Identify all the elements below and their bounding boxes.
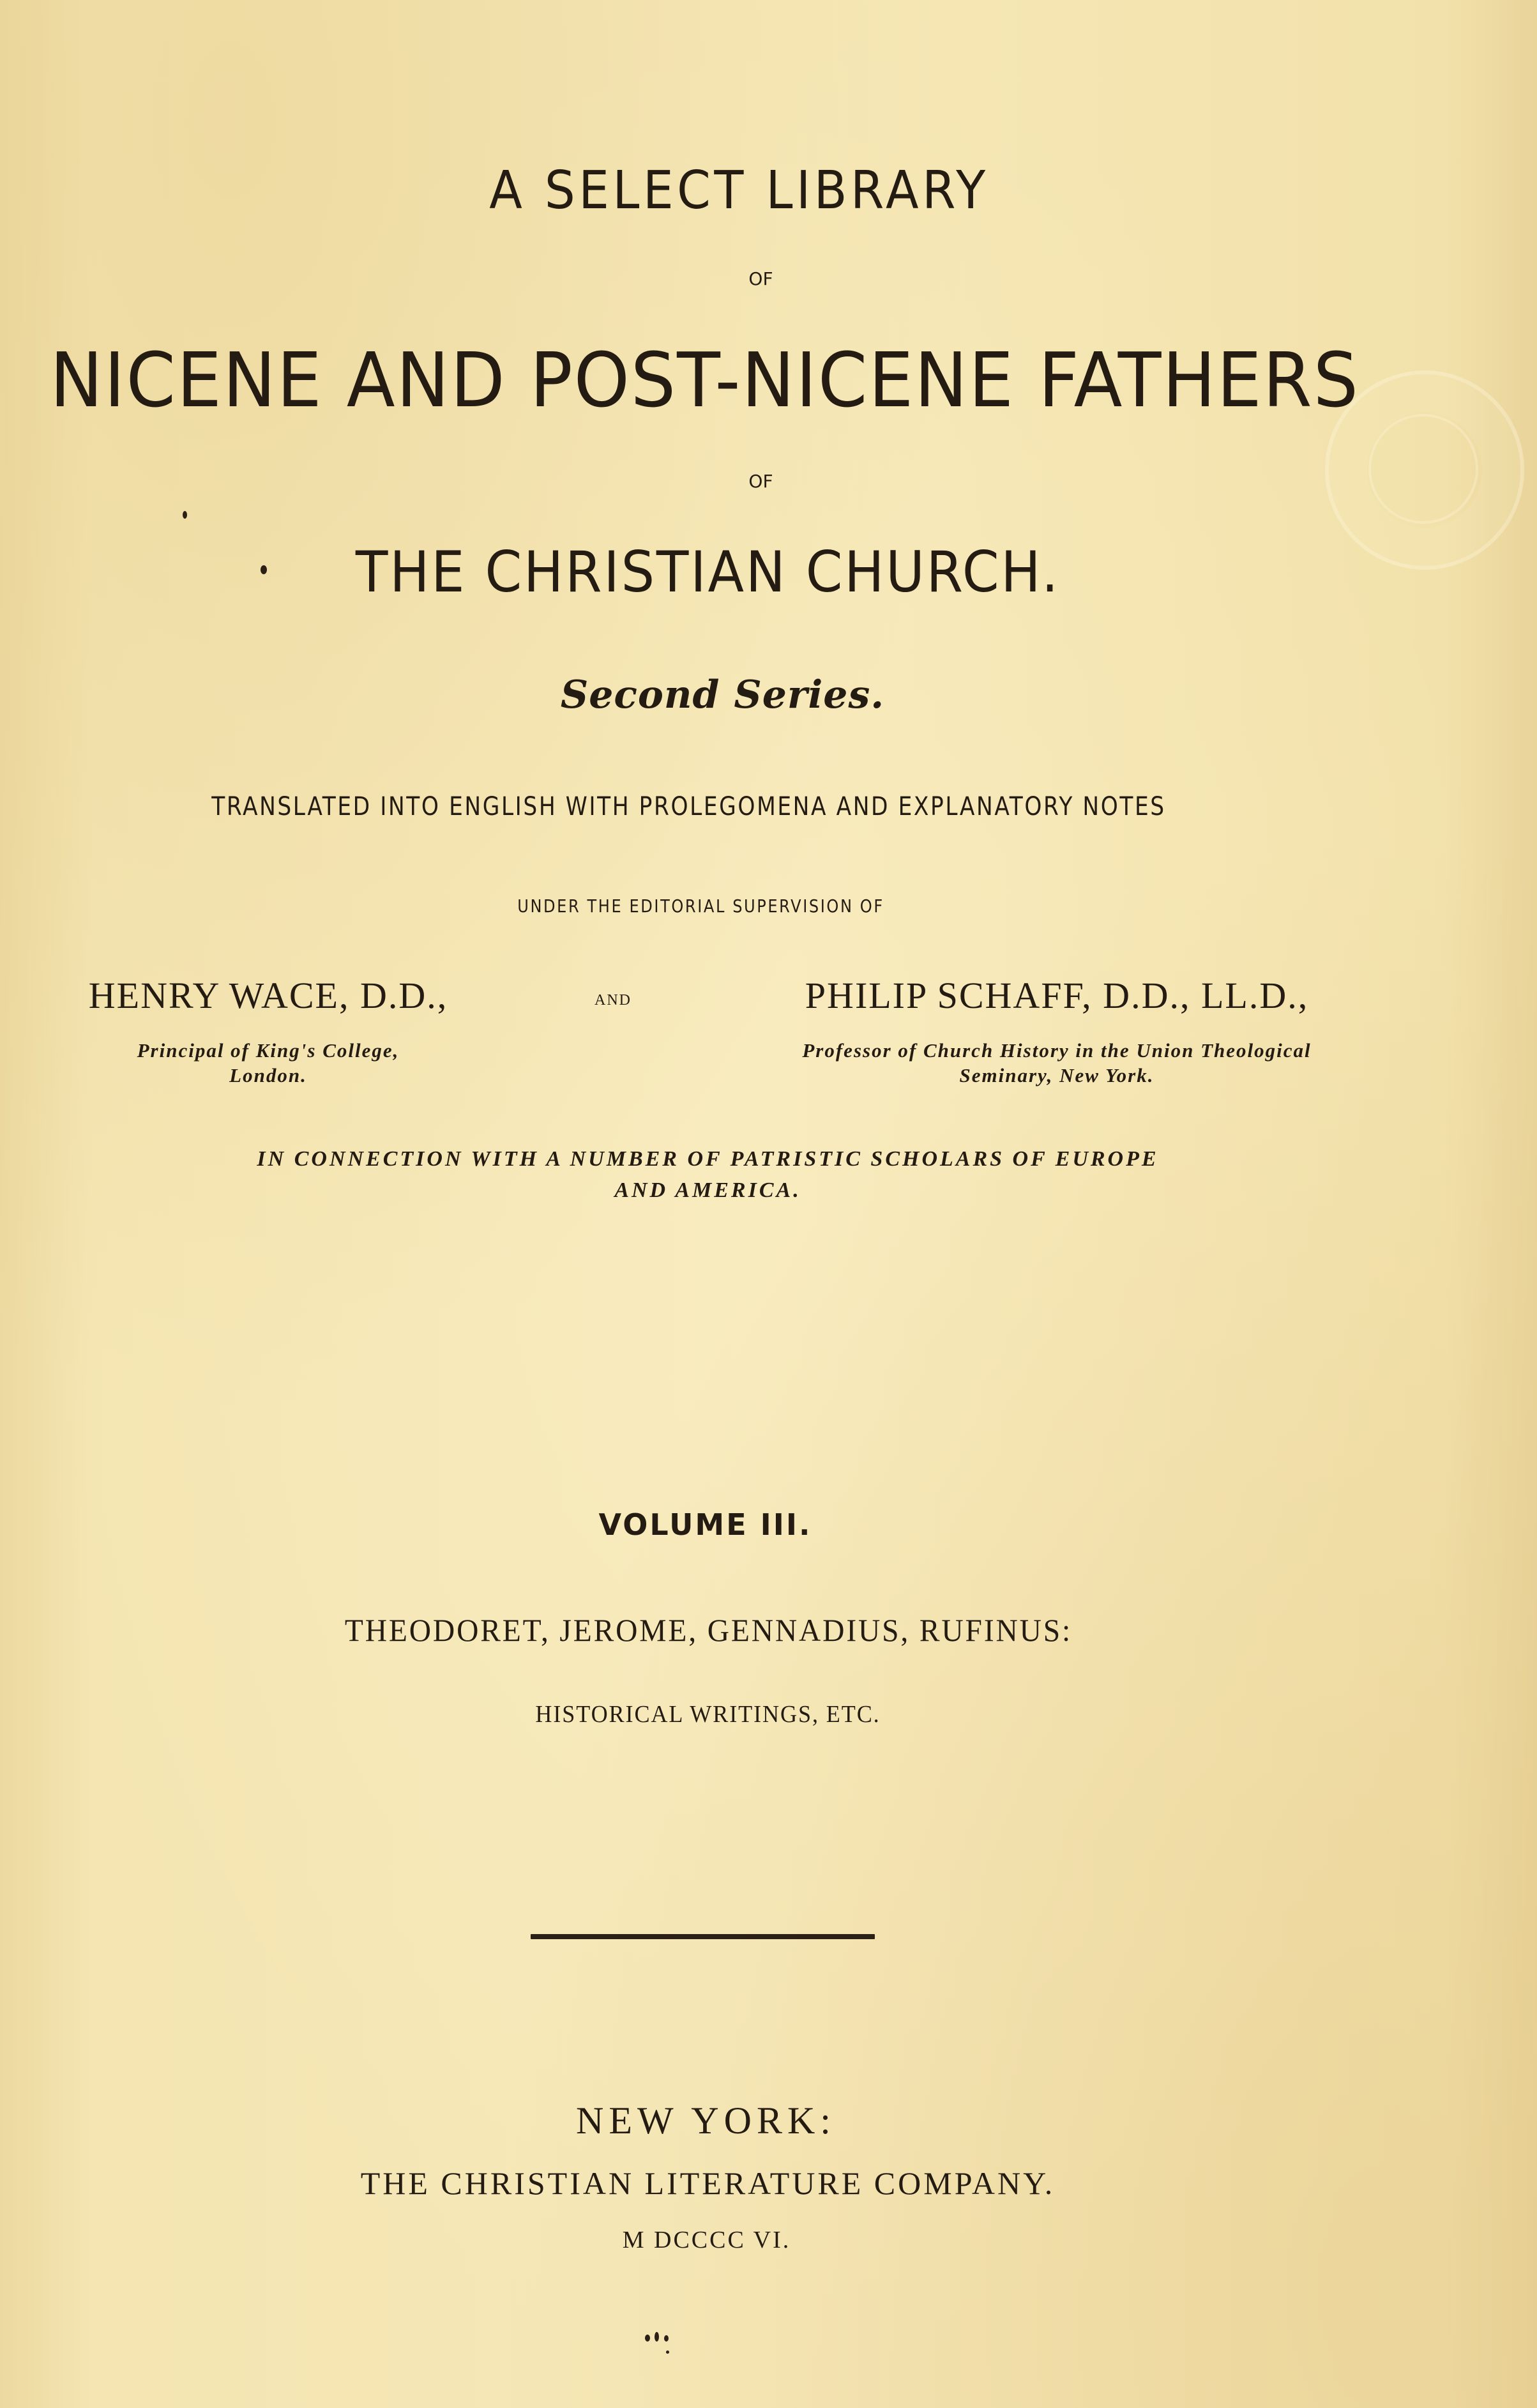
ink-speck (666, 2351, 669, 2354)
collaboration-note-line-1: IN CONNECTION WITH A NUMBER OF PATRISTIC SCHOLARS OF EUROPE (257, 1147, 1159, 1171)
volume-contents: HISTORICAL WRITINGS, ETC. (535, 1701, 881, 1728)
ink-speck (183, 511, 187, 519)
editor-block-schaff (715, 977, 1398, 1088)
horizontal-rule-divider (531, 1934, 875, 1939)
ink-speck (664, 2335, 669, 2342)
ink-speck (645, 2335, 650, 2342)
volume-number: VOLUME III. (598, 1507, 812, 1542)
ink-speck (261, 565, 267, 574)
main-title: NICENE AND POST-NICENE FATHERS (50, 336, 1359, 424)
editor-name: PHILIP SCHAFF, D.D., LL.D., (805, 975, 1309, 1016)
imprint-publisher: THE CHRISTIAN LITERATURE COMPANY. (360, 2165, 1056, 2201)
editor-affiliation-city: London. (229, 1063, 307, 1086)
collaboration-note-line-2: AND AMERICA. (614, 1178, 801, 1203)
editors-conjunction: AND (594, 992, 632, 1009)
ink-speck (655, 2332, 659, 2342)
imprint-year: M DCCCC VI. (622, 2227, 791, 2253)
connector-of: OF (748, 268, 773, 289)
series-label: Second Series. (560, 673, 885, 717)
connector-of: OF (748, 471, 773, 492)
collaboration-note (0, 1143, 1476, 1207)
editor-affiliation: Professor of Church History in the Union Theological (802, 1039, 1312, 1062)
translation-note: TRANSLATED INTO ENGLISH WITH PROLEGOMENA AND EXPLANATORY NOTES (211, 792, 1166, 821)
editor-block-wace (19, 977, 517, 1088)
editor-name: HENRY WACE, D.D., (88, 975, 448, 1016)
series-library-title: A SELECT LIBRARY (489, 160, 989, 221)
volume-authors: THEODORET, JEROME, GENNADIUS, RUFINUS: (344, 1612, 1073, 1648)
editor-affiliation: Principal of King's College, (137, 1039, 400, 1062)
supervision-note: UNDER THE EDITORIAL SUPERVISION OF (517, 895, 884, 917)
imprint-city: NEW YORK: (576, 2099, 836, 2142)
editor-affiliation-city: Seminary, New York. (959, 1063, 1155, 1086)
church-title: THE CHRISTIAN CHURCH. (355, 539, 1061, 605)
